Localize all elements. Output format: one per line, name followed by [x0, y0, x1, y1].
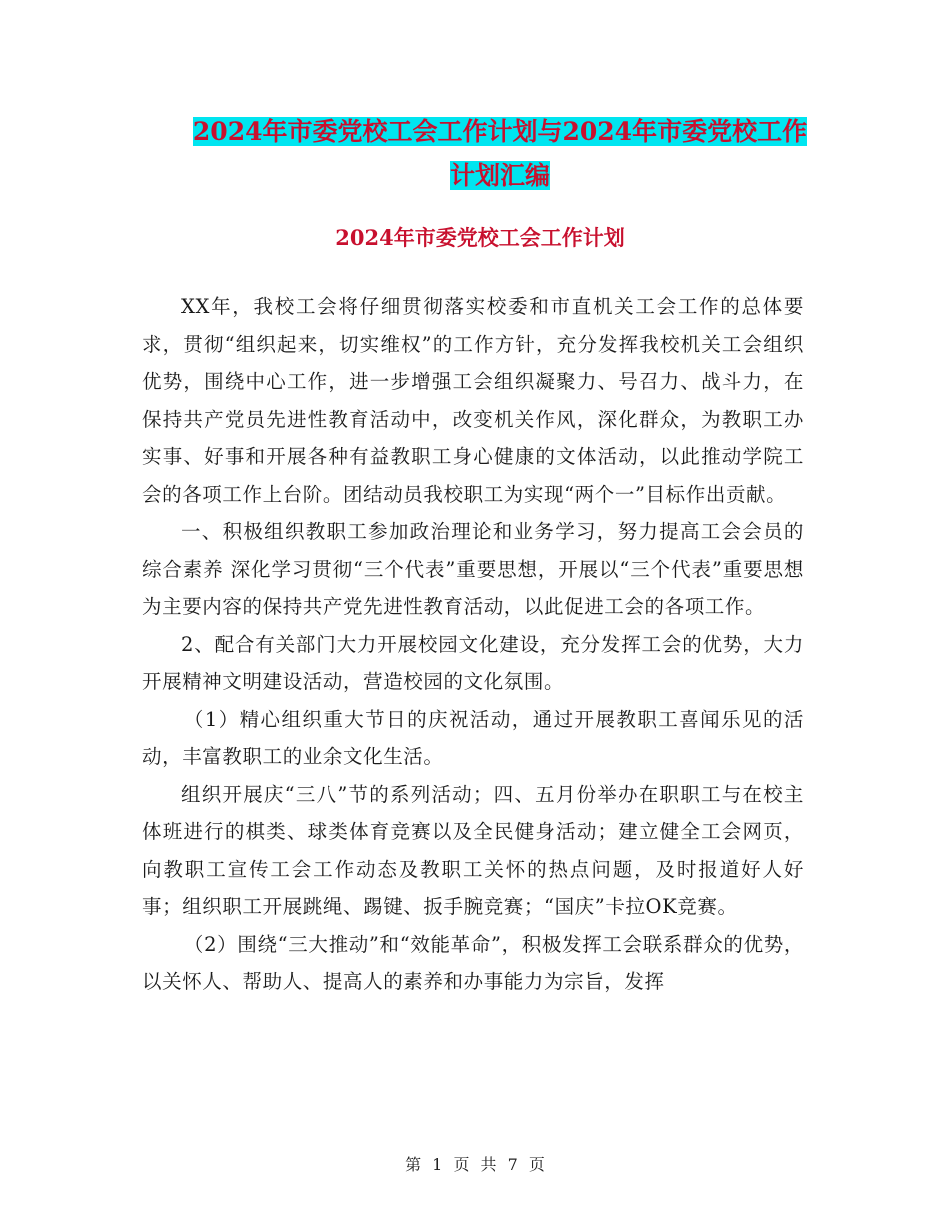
paragraph-intro: XX年，我校工会将仔细贯彻落实校委和市直机关工会工作的总体要求，贯彻“组织起来，切实维权”的工作方针，充分发挥我校机关工会组织优势，围绕中心工作，进一步增强工会组织凝聚力、号召力、战斗力，在保持共产党员先进性教育活动中，改变机关作风，深化群众，为教职工办实事、好事和开展各种有益教职工身心健康的文体活动，以此推动学院工会的各项工作上台阶。团结动员我校职工为实现“两个一”目标作出贡献。: [142, 295, 804, 506]
document-title: [150, 110, 850, 198]
paragraph-study: 一、积极组织教职工参加政治理论和业务学习，努力提高工会会员的综合素养 深化学习贯彻“三个代表”重要思想，开展以“三个代表”重要思想为主要内容的保持共产党先进性教育活动，以此促进工会的各项工作。: [142, 520, 804, 618]
document-body: [142, 288, 804, 1001]
document-title-line-1: 2024年市委党校工会工作计划与2024年市委党校工作: [192, 117, 808, 146]
paragraph-festivals: （1）精心组织重大节日的庆祝活动，通过开展教职工喜闻乐见的活动，丰富教职工的业余文化生活。: [142, 707, 804, 768]
paragraph-culture: 2、配合有关部门大力开展校园文化建设，充分发挥工会的优势，大力开展精神文明建设活动，营造校园的文化氛围。: [142, 632, 804, 693]
paragraph-efficiency: （2）围绕“三大推动”和“效能革命”，积极发挥工会联系群众的优势，以关怀人、帮助人、提高人的素养和办事能力为宗旨，发挥: [142, 932, 804, 993]
section-title: 2024年市委党校工会工作计划: [335, 225, 625, 250]
document-title-line-2: 计划汇编: [449, 161, 550, 190]
paragraph-activities: 组织开展庆“三八”节的系列活动；四、五月份举办在职职工与在校主体班进行的棋类、球类体育竞赛以及全民健身活动；建立健全工会网页，向教职工宣传工会工作动态及教职工关怀的热点问题，及时报道好人好事；组织职工开展跳绳、踢键、扳手腕竞赛；“国庆”卡拉OK竞赛。: [142, 782, 804, 918]
page-footer: 第 1 页 共 7 页: [405, 1155, 545, 1174]
